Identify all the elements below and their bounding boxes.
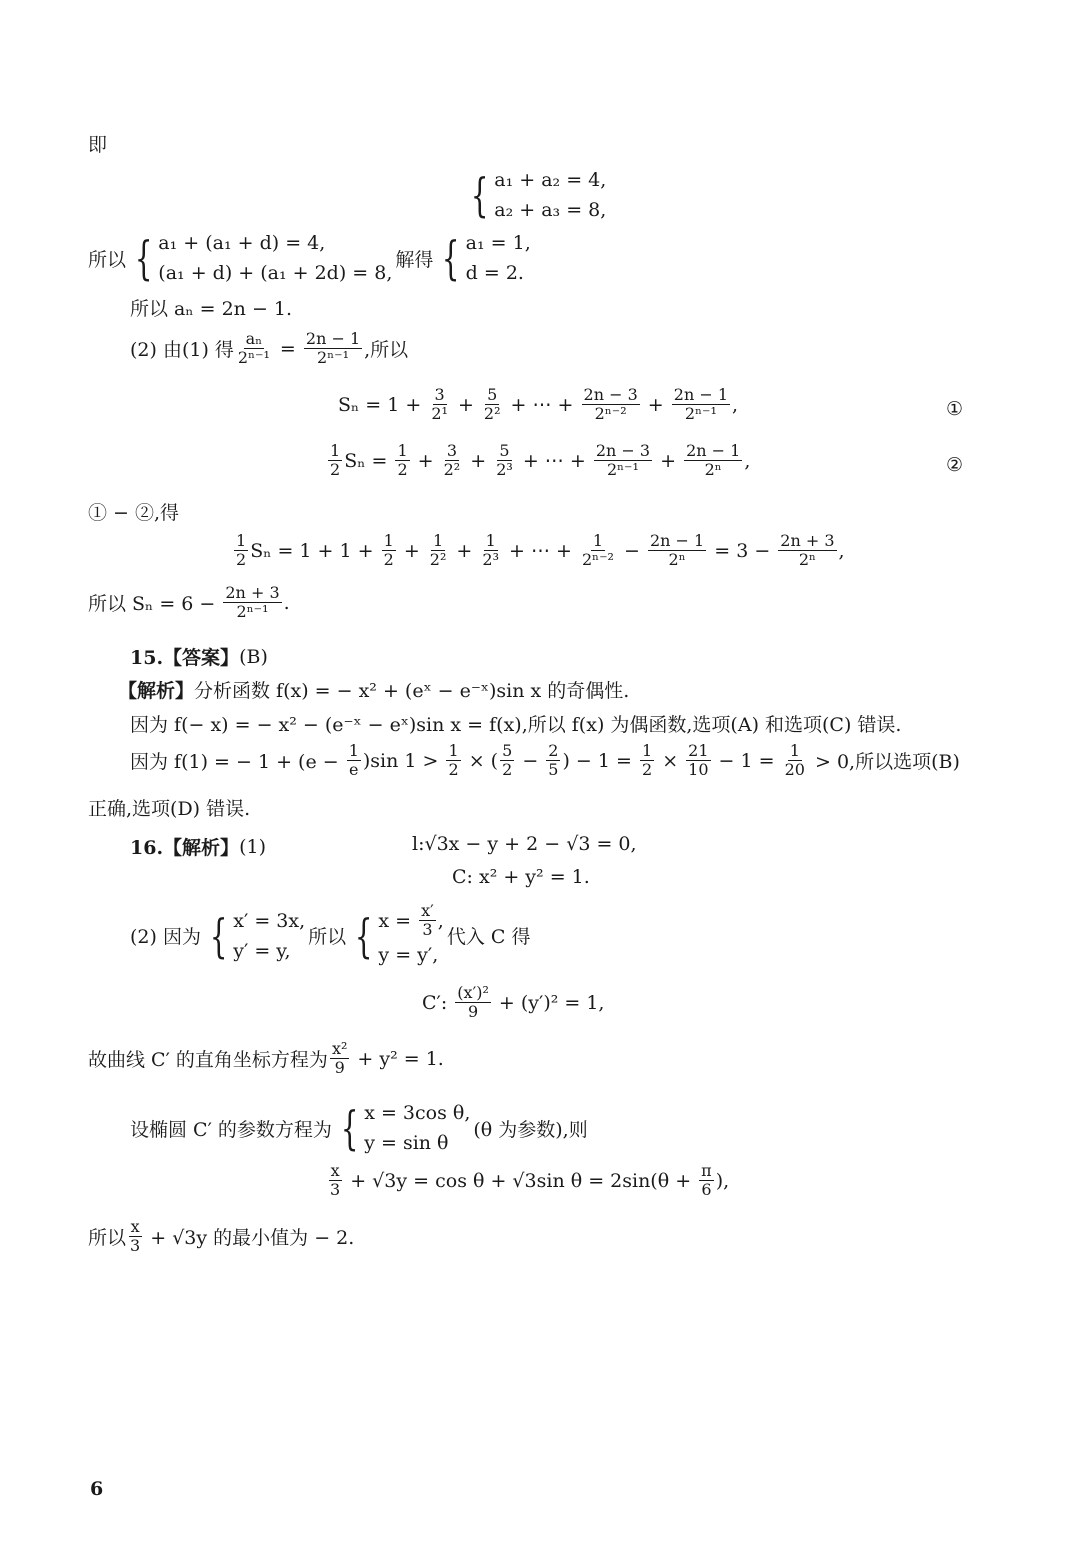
system-row: [233, 936, 305, 966]
text-segment: y′ = y,: [233, 939, 291, 962]
numerator: 1: [641, 741, 653, 760]
fraction: [304, 330, 362, 368]
system-rows: [378, 902, 443, 970]
text-segment: ),: [715, 1169, 730, 1192]
denominator: 2²: [429, 550, 447, 570]
text-segment: 因为 f(1) = − 1 + (e −: [130, 751, 345, 774]
fraction: [429, 386, 450, 424]
text-segment: + ⋯ +: [502, 539, 578, 562]
text-segment: 正确,选项(D) 错误.: [88, 798, 251, 820]
text-segment: 所以: [308, 926, 347, 949]
text-segment: ,: [838, 539, 845, 562]
bold-label: 16.【解析】: [130, 837, 240, 859]
text-segment: +: [451, 393, 480, 416]
curve-c-equation: [452, 866, 590, 888]
denominator: 2ⁿ: [704, 460, 722, 480]
denominator: 20: [784, 760, 805, 780]
fraction: [236, 330, 272, 368]
q15-answer: [130, 643, 268, 670]
text-segment: C′:: [422, 991, 454, 1014]
text-segment: + ⋯ +: [504, 393, 580, 416]
text-segment: 分析函数 f(x) = − x² + (eˣ − e⁻ˣ)sin x 的奇偶性.: [194, 680, 630, 702]
numerator: 1: [348, 741, 359, 760]
text-segment: ,: [437, 909, 444, 932]
denominator: 2ⁿ⁻¹: [317, 348, 349, 368]
text-segment: − 1 =: [712, 749, 781, 772]
text-segment: (a₁ + d) + (a₁ + 2d) = 8,: [158, 262, 393, 284]
numerator: 1: [592, 531, 604, 550]
numerator: 2n − 1: [673, 385, 729, 404]
left-brace-icon: {: [209, 908, 228, 963]
fraction: [446, 742, 460, 780]
text-segment: a₁ + (a₁ + d) = 4,: [158, 232, 326, 254]
numerator: 2: [548, 741, 559, 760]
fraction: [640, 742, 654, 780]
numerator: x: [130, 1217, 140, 1236]
denominator: 2ⁿ: [668, 550, 686, 570]
system-rows: [364, 1098, 470, 1158]
text-segment: > 0,所以选项(B): [808, 751, 960, 774]
text-segment: 设椭圆 C′ 的参数方程为: [130, 1118, 332, 1141]
denominator: 2²: [483, 404, 501, 424]
numerator: 1: [448, 741, 459, 760]
system-row: [494, 165, 606, 195]
circled-label-1: [946, 398, 963, 420]
text-segment: 代入 C 得: [446, 926, 531, 949]
numerator: 1: [433, 531, 444, 550]
min-value: [88, 1218, 354, 1256]
text-segment: −: [516, 749, 545, 772]
text-segment: .: [283, 591, 290, 614]
text-segment: +: [641, 393, 670, 416]
text-ji: [88, 130, 107, 157]
q16-heading: [130, 833, 266, 860]
equation-system: [462, 165, 609, 225]
denominator: 3: [130, 1236, 141, 1256]
text-segment: +: [411, 449, 440, 472]
text-segment: 所以 aₙ = 2n − 1.: [130, 298, 293, 320]
an-result: [130, 294, 292, 321]
numerator: 2n − 3: [595, 441, 651, 460]
numerator: 2n + 3: [225, 583, 280, 602]
text-segment: −: [617, 539, 646, 562]
fraction: [480, 532, 501, 570]
text-segment: ②: [946, 454, 964, 476]
text-segment: × (: [462, 749, 499, 772]
denominator: 2³: [482, 550, 499, 570]
denominator: 9: [334, 1058, 345, 1078]
numerator: 1: [236, 531, 247, 550]
system-row: [364, 1128, 470, 1158]
denominator: 2²: [443, 460, 461, 480]
denominator: e: [349, 760, 359, 780]
denominator: 5: [548, 760, 559, 780]
denominator: 2³: [496, 460, 513, 480]
text-segment: Sₙ = 1 + 1 +: [250, 539, 380, 562]
text-segment: d = 2.: [465, 262, 524, 284]
system-rows: [158, 228, 392, 288]
equation-system: [335, 1098, 470, 1158]
text-segment: ×: [656, 749, 685, 772]
text-segment: x = 3cos θ,: [364, 1102, 471, 1124]
line-l-equation: [412, 833, 637, 855]
numerator: 2n − 1: [649, 531, 705, 550]
bold-label: 【解析】: [118, 680, 195, 702]
text-segment: 即: [88, 134, 108, 156]
denominator: 9: [467, 1002, 479, 1022]
fraction: [395, 442, 409, 480]
equation-system: [465, 165, 606, 225]
fraction: [594, 442, 652, 480]
text-segment: l:√3x − y + 2 − √3 = 0,: [412, 833, 637, 855]
sn-result: [88, 584, 290, 622]
text-segment: 6: [90, 1478, 104, 1500]
fraction: [778, 532, 836, 570]
q15-f1: [130, 742, 960, 780]
text-segment: +: [464, 449, 493, 472]
denominator: 2: [330, 460, 341, 480]
text-segment: + √3y 的最小值为 − 2.: [144, 1227, 355, 1250]
denominator: 2: [236, 550, 247, 570]
denominator: 10: [688, 760, 709, 780]
fraction: [347, 742, 361, 780]
denominator: 2ⁿ⁻¹: [606, 460, 639, 480]
text-segment: + (y′)² = 1,: [492, 991, 605, 1014]
fraction: [580, 532, 616, 570]
text-segment: a₁ + a₂ = 4,: [494, 169, 607, 191]
numerator: 2n − 3: [583, 385, 638, 404]
numerator: aₙ: [245, 329, 263, 348]
left-brace-icon: {: [442, 231, 460, 285]
numerator: 5: [499, 441, 510, 460]
numerator: 2n − 1: [305, 329, 361, 348]
fraction: [234, 532, 248, 570]
left-brace-icon: {: [354, 908, 373, 963]
page-number: [90, 1478, 103, 1500]
denominator: 3: [422, 920, 433, 940]
fraction: [648, 532, 706, 570]
numerator: x²: [331, 1039, 348, 1058]
numerator: (x′)²: [457, 983, 489, 1002]
text-segment: +: [450, 539, 479, 562]
denominator: 2: [502, 760, 513, 780]
equation-1: [338, 386, 738, 424]
numerator: 2n − 1: [686, 441, 741, 460]
denominator: 2¹: [431, 404, 448, 424]
system-row: [233, 906, 305, 936]
fraction: [382, 532, 396, 570]
q16-part2: [130, 902, 530, 970]
fraction: [328, 442, 342, 480]
text-segment: 解得: [395, 248, 434, 271]
rect-equation: [88, 1040, 444, 1078]
circled-label-2: [946, 454, 963, 476]
text-segment: + y² = 1.: [351, 1047, 444, 1070]
fraction: [546, 742, 560, 780]
system-row: [158, 228, 392, 258]
fraction: [455, 984, 491, 1022]
numerator: 3: [434, 385, 445, 404]
system-row: [466, 228, 531, 258]
equation-2: [326, 442, 750, 480]
text-segment: a₂ + a₃ = 8,: [494, 199, 607, 221]
text-segment: 所以: [88, 248, 127, 271]
numerator: x: [330, 1161, 340, 1180]
denominator: 3: [330, 1180, 341, 1200]
numerator: 5: [502, 741, 513, 760]
equation-system: [129, 228, 392, 288]
fraction: [699, 1162, 714, 1200]
numerator: 1: [330, 441, 341, 460]
q15-conclusion: [88, 794, 250, 821]
system-row: [378, 902, 443, 940]
denominator: 2ⁿ⁻¹: [237, 348, 270, 368]
fraction: [128, 1218, 142, 1256]
denominator: 2ⁿ⁻¹: [236, 602, 269, 622]
text-segment: Sₙ = 1 +: [338, 393, 428, 416]
curve-cprime-equation: [422, 984, 604, 1022]
inline-group: [378, 902, 443, 940]
numerator: 1: [397, 441, 408, 460]
numerator: 1: [383, 531, 394, 550]
fraction: [494, 442, 515, 480]
denominator: 2: [397, 460, 408, 480]
text-segment: ①: [946, 398, 964, 420]
text-segment: (θ 为参数),则: [473, 1118, 588, 1141]
text-segment: y = sin θ: [364, 1132, 449, 1154]
text-segment: (2) 由(1) 得: [130, 339, 234, 362]
numerator: 3: [446, 441, 458, 460]
denominator: 2: [383, 550, 394, 570]
fraction: [783, 742, 807, 780]
text-segment: y = y′,: [378, 943, 439, 966]
text-segment: ,所以: [364, 339, 409, 362]
denominator: 6: [701, 1180, 712, 1200]
fraction: [419, 902, 436, 940]
denominator: 2ⁿ⁻¹: [684, 404, 717, 424]
system-row: [378, 940, 443, 970]
numerator: 1: [789, 741, 800, 760]
fraction: [442, 442, 463, 480]
text-segment: 因为 f(− x) = − x² − (e⁻ˣ − eˣ)sin x = f(x),所以 f(x) 为偶函数,选项(A) 和选项(C) 错误.: [130, 714, 902, 736]
numerator: x′: [421, 901, 434, 920]
fraction: [328, 1162, 342, 1200]
solve-line: [88, 228, 534, 288]
equation-system: [349, 902, 444, 970]
text-segment: = 3 −: [708, 539, 777, 562]
text-segment: +: [397, 539, 426, 562]
fraction: [428, 532, 449, 570]
text-segment: ,: [744, 449, 751, 472]
system-row: [494, 195, 606, 225]
denominator: 2: [641, 760, 653, 780]
q15-analysis: [118, 676, 629, 703]
text-segment: + √3y = cos θ + √3sin θ = 2sin(θ +: [344, 1169, 698, 1192]
text-segment: a₁ = 1,: [465, 232, 531, 254]
text-segment: +: [654, 449, 683, 472]
numerator: 5: [487, 385, 498, 404]
text-segment: 故曲线 C′ 的直角坐标方程为: [88, 1049, 328, 1072]
system-rows: [466, 228, 531, 288]
numerator: 21: [688, 741, 709, 760]
text-segment: (2) 因为: [130, 926, 201, 949]
fraction: [582, 386, 640, 424]
left-brace-icon: {: [134, 231, 153, 285]
left-brace-icon: {: [340, 1101, 359, 1155]
text-segment: ,: [732, 393, 739, 416]
text-segment: C: x² + y² = 1.: [452, 866, 590, 888]
system-rows: [494, 165, 606, 225]
subtract-line: [88, 498, 179, 525]
text-segment: (1): [239, 835, 266, 858]
numerator: π: [701, 1161, 712, 1180]
fraction: [672, 386, 730, 424]
equation-system: [436, 228, 530, 288]
text-segment: )sin 1 >: [362, 749, 445, 772]
fraction: [684, 442, 742, 480]
text-segment: =: [273, 337, 302, 360]
param-equation: [130, 1098, 588, 1158]
numerator: 2n + 3: [780, 531, 835, 550]
difference-equation: [232, 532, 845, 570]
fraction: [500, 742, 514, 780]
fraction: [686, 742, 710, 780]
system-row: [364, 1098, 470, 1128]
expr-equation: [326, 1162, 729, 1200]
fraction: [482, 386, 503, 424]
fraction: [223, 584, 281, 622]
equation-system: [204, 906, 305, 966]
numerator: 1: [485, 531, 496, 550]
text-segment: (B): [239, 645, 268, 668]
text-segment: ① − ②,得: [88, 502, 180, 524]
left-brace-icon: {: [470, 168, 489, 222]
text-segment: + ⋯ +: [516, 449, 592, 472]
text-segment: Sₙ =: [344, 449, 394, 472]
text-segment: x′ = 3x,: [233, 909, 306, 932]
system-row: [158, 258, 392, 288]
denominator: 2ⁿ⁻²: [594, 404, 627, 424]
fraction: [330, 1040, 349, 1078]
system-rows: [233, 906, 305, 966]
system-row: [466, 258, 531, 288]
denominator: 2ⁿ: [798, 550, 816, 570]
text-segment: 所以: [88, 1227, 127, 1250]
text-segment: x =: [378, 909, 418, 932]
bold-label: 15.【答案】: [130, 647, 240, 669]
denominator: 2ⁿ⁻²: [581, 550, 614, 570]
denominator: 2: [448, 760, 459, 780]
text-segment: 所以 Sₙ = 6 −: [88, 593, 222, 616]
part2-intro: [130, 330, 408, 368]
text-segment: ) − 1 =: [562, 749, 638, 772]
q15-parity: [130, 710, 901, 737]
